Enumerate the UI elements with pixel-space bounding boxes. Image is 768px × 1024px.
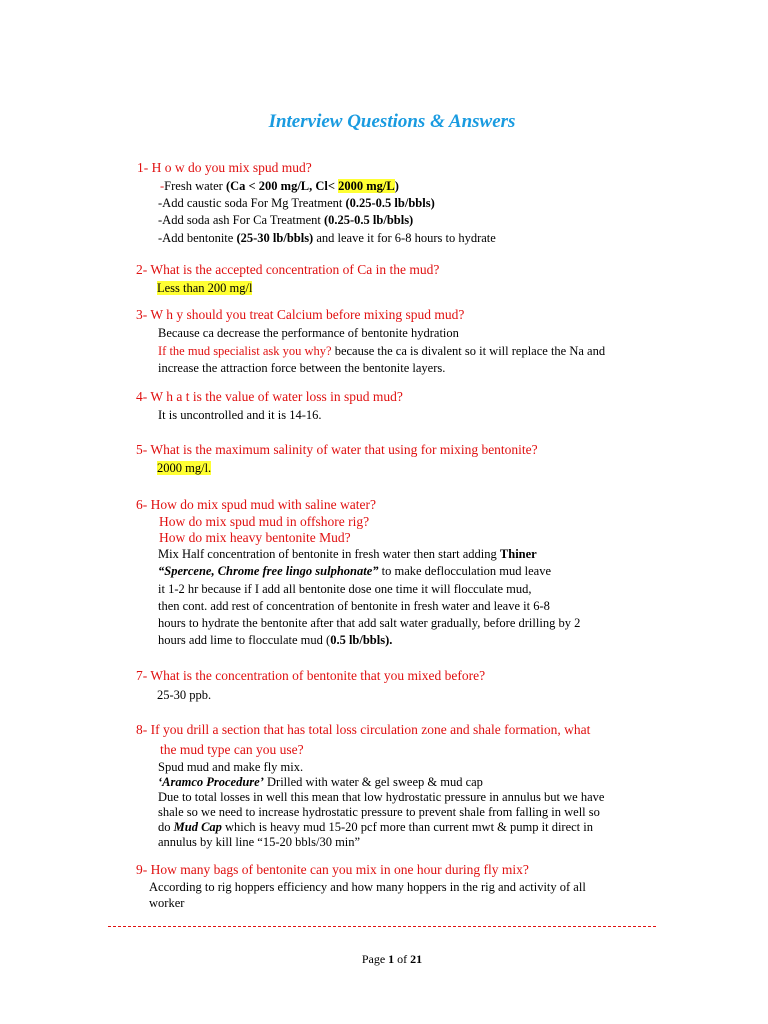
question-7: 7- What is the concentration of bentonite that you mixed before? bbox=[136, 668, 486, 683]
answer-5: 2000 mg/l. bbox=[157, 461, 212, 475]
answer-7: 25-30 ppb. bbox=[157, 688, 212, 702]
answer-6-line-3: it 1-2 hr because if I add all bentonite dose one time it will flocculate mud, bbox=[158, 582, 532, 596]
answer-6-line-1: Mix Half concentration of bentonite in fresh water then start adding Thiner bbox=[158, 547, 537, 561]
answer-2: Less than 200 mg/l bbox=[157, 281, 253, 295]
question-6-line-1: 6- How do mix spud mud with saline water? bbox=[136, 497, 376, 512]
answer-1-line-1: -Fresh water (Ca < 200 mg/L, Cl< 2000 mg/L) bbox=[160, 179, 399, 193]
question-1: 1- H o w do you mix spud mud? bbox=[137, 160, 312, 175]
answer-8-line-1: Spud mud and make fly mix. bbox=[158, 760, 304, 774]
page-number: Page 1 of 21 bbox=[361, 952, 423, 966]
answer-6-line-2: “Spercene, Chrome free lingo sulphonate” to make deflocculation mud leave bbox=[158, 564, 552, 578]
answer-9-line-2: worker bbox=[149, 896, 185, 910]
answer-8-line-5: do Mud Cap which is heavy mud 15-20 pcf more than current mwt & pump it direct in bbox=[158, 820, 593, 834]
answer-3-line-3: increase the attraction force between the bentonite layers. bbox=[158, 361, 446, 375]
answer-3-line-2: If the mud specialist ask you why? because the ca is divalent so it will replace the Na and bbox=[158, 344, 606, 358]
answer-6-line-4: then cont. add rest of concentration of bentonite in fresh water and leave it 6-8 bbox=[158, 599, 550, 613]
answer-8-line-4: shale so we need to increase hydrostatic pressure to prevent shale from falling in well so bbox=[158, 805, 600, 819]
answer-8-line-6: annulus by kill line “15-20 bbls/30 min” bbox=[158, 835, 361, 849]
answer-6-line-6: hours add lime to flocculate mud (0.5 lb/bbls). bbox=[158, 633, 393, 647]
question-3: 3- W h y should you treat Calcium before mixing spud mud? bbox=[136, 307, 465, 322]
question-2: 2- What is the accepted concentration of Ca in the mud? bbox=[136, 262, 440, 277]
answer-6-line-5: hours to hydrate the bentonite after that add salt water gradually, before drilling by 2 bbox=[158, 616, 581, 630]
question-8-line-2: the mud type can you use? bbox=[160, 742, 304, 757]
page-title: Interview Questions & Answers bbox=[268, 111, 516, 132]
answer-3-line-1: Because ca decrease the performance of bentonite hydration bbox=[158, 326, 459, 340]
answer-1-line-2: -Add caustic soda For Mg Treatment (0.25-0.5 lb/bbls) bbox=[158, 196, 435, 210]
answer-8-line-3: Due to total losses in well this mean that low hydrostatic pressure in annulus but we have bbox=[158, 790, 605, 804]
answer-4: It is uncontrolled and it is 14-16. bbox=[158, 408, 322, 422]
answer-9-line-1: According to rig hoppers efficiency and how many hoppers in the rig and activity of all bbox=[149, 880, 586, 894]
answer-1-line-3: -Add soda ash For Ca Treatment (0.25-0.5 lb/bbls) bbox=[158, 213, 414, 227]
answer-8-line-2: ‘Aramco Procedure’ Drilled with water & gel sweep & mud cap bbox=[158, 775, 483, 789]
question-9: 9- How many bags of bentonite can you mix in one hour during fly mix? bbox=[136, 862, 529, 877]
answer-1-line-4: -Add bentonite (25-30 lb/bbls) and leave it for 6-8 hours to hydrate bbox=[158, 231, 496, 245]
footer-divider bbox=[108, 926, 656, 927]
question-5: 5- What is the maximum salinity of water that using for mixing bentonite? bbox=[136, 442, 538, 457]
question-6-line-3: How do mix heavy bentonite Mud? bbox=[159, 530, 351, 545]
question-6-line-2: How do mix spud mud in offshore rig? bbox=[159, 514, 370, 529]
question-4: 4- W h a t is the value of water loss in spud mud? bbox=[136, 389, 403, 404]
question-8-line-1: 8- If you drill a section that has total loss circulation zone and shale formation, what bbox=[136, 722, 591, 737]
